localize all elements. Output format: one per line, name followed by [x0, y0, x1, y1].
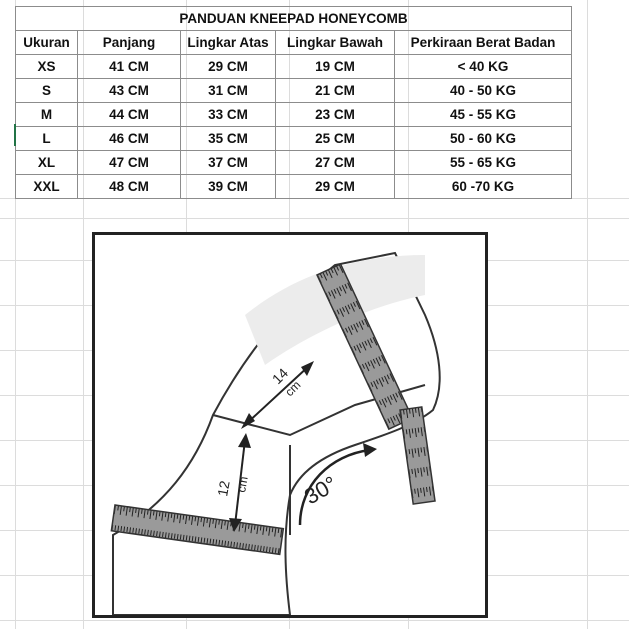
table-cell[interactable]: 48 CM [78, 175, 181, 199]
lower-measure-value: 12 [214, 479, 233, 498]
grid-row-line [0, 620, 629, 621]
header-cell-ukuran[interactable]: Ukuran [16, 31, 78, 55]
table-cell[interactable]: 21 CM [276, 79, 395, 103]
table-row [16, 127, 572, 151]
table-title[interactable]: PANDUAN KNEEPAD HONEYCOMB [16, 7, 572, 31]
table-row [16, 151, 572, 175]
table-cell[interactable]: 29 CM [276, 175, 395, 199]
table-cell[interactable]: 60 -70 KG [395, 175, 572, 199]
header-cell-berat-badan[interactable]: Perkiraan Berat Badan [395, 31, 572, 55]
table-cell[interactable]: 27 CM [276, 151, 395, 175]
table-cell[interactable]: 45 - 55 KG [395, 103, 572, 127]
table-cell[interactable]: 55 - 65 KG [395, 151, 572, 175]
table-cell[interactable]: XXL [16, 175, 78, 199]
table-cell[interactable]: 44 CM [78, 103, 181, 127]
table-cell[interactable]: L [16, 127, 78, 151]
header-cell-lingkar-atas[interactable]: Lingkar Atas [181, 31, 276, 55]
table-cell[interactable]: 47 CM [78, 151, 181, 175]
table-row [16, 79, 572, 103]
table-cell[interactable]: 39 CM [181, 175, 276, 199]
upper-measure-unit: cm [282, 377, 304, 400]
grid-col-line [587, 0, 588, 629]
header-cell-panjang[interactable]: Panjang [78, 31, 181, 55]
knee-diagram [95, 235, 485, 615]
selected-cell-indicator [14, 124, 16, 146]
table-cell[interactable]: XL [16, 151, 78, 175]
table-cell[interactable]: 23 CM [276, 103, 395, 127]
table-cell[interactable]: S [16, 79, 78, 103]
header-cell-lingkar-bawah[interactable]: Lingkar Bawah [276, 31, 395, 55]
table-cell[interactable]: 19 CM [276, 55, 395, 79]
table-cell[interactable]: 35 CM [181, 127, 276, 151]
table-cell[interactable]: XS [16, 55, 78, 79]
table-cell[interactable]: < 40 KG [395, 55, 572, 79]
table-cell[interactable]: 46 CM [78, 127, 181, 151]
title-row [16, 7, 572, 31]
table-cell[interactable]: 37 CM [181, 151, 276, 175]
upper-tape-end [400, 407, 435, 504]
angle-label: 30° [300, 471, 342, 510]
header-row [16, 31, 572, 55]
table-row [16, 103, 572, 127]
lower-measure-unit: cm [234, 475, 251, 494]
table-row [16, 55, 572, 79]
table-cell[interactable]: 43 CM [78, 79, 181, 103]
table-cell[interactable]: 41 CM [78, 55, 181, 79]
table-cell[interactable]: 31 CM [181, 79, 276, 103]
upper-measure-value: 14 [268, 364, 292, 388]
table-cell[interactable]: 50 - 60 KG [395, 127, 572, 151]
table-row [16, 175, 572, 199]
table-cell[interactable]: 29 CM [181, 55, 276, 79]
table-cell[interactable]: 33 CM [181, 103, 276, 127]
table-cell[interactable]: M [16, 103, 78, 127]
knee-measurement-illustration [92, 232, 488, 618]
size-chart-table [15, 6, 572, 199]
grid-row-line [0, 218, 629, 219]
table-cell[interactable]: 40 - 50 KG [395, 79, 572, 103]
angle-arrowhead [363, 443, 377, 457]
table-cell[interactable]: 25 CM [276, 127, 395, 151]
